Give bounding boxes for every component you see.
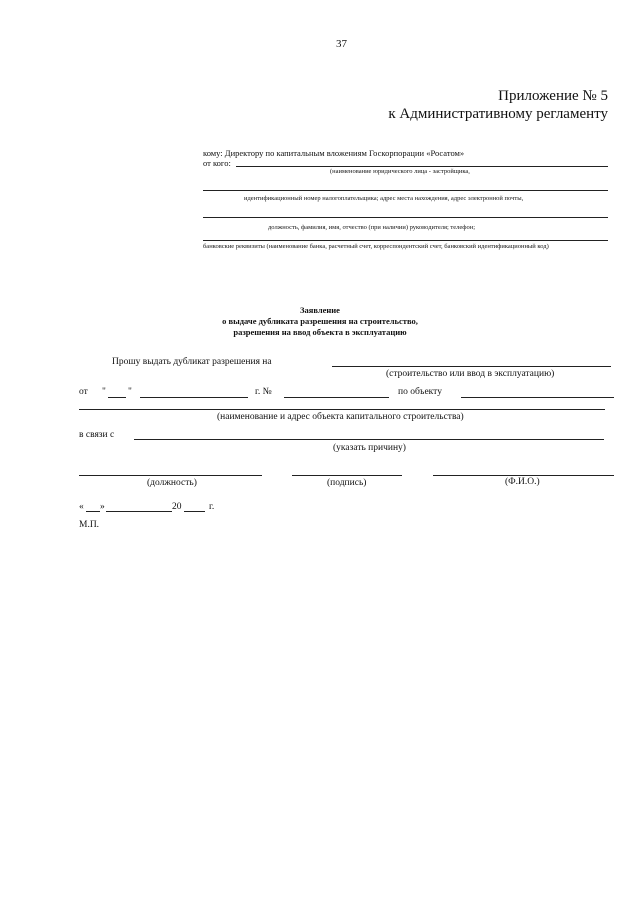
signature-field[interactable] (292, 475, 402, 476)
person-field-line[interactable] (203, 217, 608, 218)
heading-line2: о выдаче дубликата разрешения на строительство, (222, 316, 418, 326)
sign-month-field[interactable] (106, 511, 172, 512)
object-field[interactable] (461, 397, 614, 398)
heading-line3: разрешения на ввод объекта в эксплуатацию (233, 327, 407, 337)
year-suffix: г. (209, 502, 215, 512)
caption-object: (наименование и адрес объекта капитального строительства) (217, 412, 464, 422)
sign-year-field[interactable] (184, 511, 205, 512)
stamp-label: М.П. (79, 520, 100, 530)
day-field[interactable] (108, 397, 126, 398)
appendix-title: Приложение № 5 (498, 88, 608, 104)
reason-label: в связи с (79, 430, 115, 440)
appendix-subtitle: к Административному регламенту (388, 106, 608, 122)
page-number: 37 (336, 38, 347, 50)
quote-close: " (128, 387, 132, 397)
permit-number-field[interactable] (284, 397, 389, 398)
quote-open: " (102, 387, 106, 397)
date-from-label: от (79, 387, 88, 397)
caption-reason: (указать причину) (333, 443, 406, 453)
recipient-to: кому: Директору по капитальным вложениям Госкорпорации «Росатом» (203, 148, 465, 158)
bank-field-line[interactable] (203, 240, 608, 241)
month-year-field[interactable] (140, 397, 248, 398)
position-field[interactable] (79, 475, 262, 476)
date-quote-open: « (79, 502, 84, 512)
permit-type-field[interactable] (332, 366, 611, 367)
ids-field-line[interactable] (203, 190, 608, 191)
year-prefix: 20 (172, 502, 182, 512)
caption-position: (должность) (147, 478, 197, 488)
caption-bank: банковские реквизиты (наименование банка, расчетный счет, корреспондентский счет, банковский идентификационный код) (203, 243, 549, 250)
recipient-from-label: от кого: (203, 158, 231, 168)
object-label: по объекту (398, 387, 442, 397)
from-field-line[interactable] (236, 166, 608, 167)
name-field[interactable] (433, 475, 614, 476)
object-address-field[interactable] (79, 409, 605, 410)
request-text: Прошу выдать дубликат разрешения на (112, 357, 272, 367)
heading-title: Заявление (300, 305, 340, 315)
date-quote-close: » (100, 502, 105, 512)
number-label: г. № (255, 387, 272, 397)
caption-name: (Ф.И.О.) (505, 477, 540, 487)
caption-person: должность, фамилия, имя, отчество (при наличии) руководителя; телефон; (268, 224, 476, 231)
caption-org: (наименование юридического лица - застройщика, (330, 168, 470, 175)
caption-signature: (подпись) (327, 478, 367, 488)
caption-type: (строительство или ввод в эксплуатацию) (386, 369, 555, 379)
reason-field[interactable] (134, 439, 604, 440)
sign-day-field[interactable] (86, 511, 100, 512)
caption-ids: идентификационный номер налогоплательщика; адрес места нахождения, адрес электронной почты, (244, 195, 524, 202)
